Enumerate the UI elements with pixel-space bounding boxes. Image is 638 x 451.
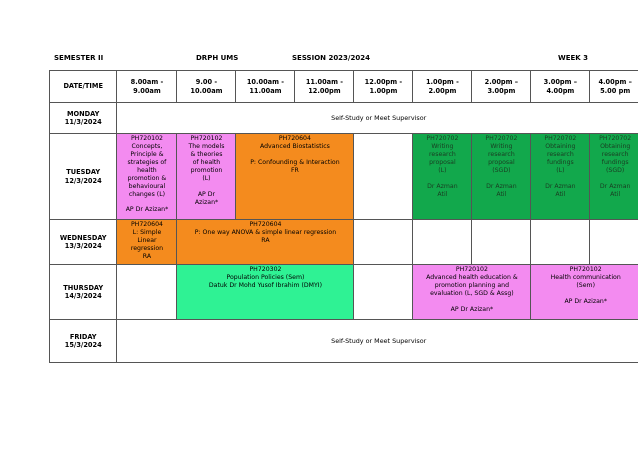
friday-self-study: Self-Study or Meet Supervisor xyxy=(117,320,638,363)
text-line: proposal xyxy=(429,158,456,166)
empty-slot xyxy=(117,265,177,320)
text-line: (SGD) xyxy=(492,166,511,174)
text-line: 11.00am - xyxy=(305,78,344,87)
text-line: PH720702 xyxy=(485,135,518,142)
friday-row xyxy=(50,320,638,363)
session-health-communication xyxy=(531,265,638,320)
text-line: of health xyxy=(192,158,221,166)
text-line: Linear xyxy=(137,236,157,244)
text-line: health xyxy=(137,166,157,174)
text-line: & theories xyxy=(190,150,223,158)
timetable xyxy=(49,70,638,363)
time-slot xyxy=(590,71,638,103)
text-line: Advanced Biostatistics xyxy=(260,142,330,150)
session-population-policies xyxy=(177,265,354,320)
thursday-row xyxy=(50,265,638,320)
text-line: Dr Azman xyxy=(599,182,631,190)
text-line xyxy=(533,290,638,298)
text-line: PH720102 xyxy=(130,135,163,142)
semester-label: SEMESTER II xyxy=(54,54,104,62)
text-line: research xyxy=(601,150,629,158)
day-label-tuesday xyxy=(50,134,117,220)
text-line: PH720102 xyxy=(455,266,488,273)
time-slot xyxy=(117,71,177,103)
text-line: 5.00 pm xyxy=(600,86,631,95)
text-line xyxy=(415,175,469,183)
text-line: 2.00pm – xyxy=(484,78,519,87)
session-linear-regression xyxy=(117,220,177,265)
day-label-thursday xyxy=(50,265,117,320)
session-label: SESSION 2023/2024 xyxy=(292,54,370,62)
text-line: Atil xyxy=(555,190,566,198)
text-line: 15/3/2024 xyxy=(64,341,102,349)
text-line: 12.00pm xyxy=(308,86,341,95)
text-line: PH720102 xyxy=(569,266,602,273)
text-line: The models xyxy=(188,142,225,150)
session-concepts xyxy=(117,134,177,220)
text-line: 9.00am xyxy=(133,86,161,95)
text-line: FR xyxy=(291,166,299,174)
text-line: Writing xyxy=(431,142,454,150)
text-line: promotion planning and xyxy=(434,281,509,289)
empty-slot xyxy=(354,265,413,320)
text-line: TUESDAY xyxy=(66,168,101,177)
day-label-wednesday xyxy=(50,220,117,265)
text-line: 3.00pm – xyxy=(543,78,578,87)
text-line: MONDAY xyxy=(67,109,100,118)
text-line: regression xyxy=(130,244,164,252)
text-line: P: One way ANOVA & simple linear regression xyxy=(194,228,337,236)
time-slot xyxy=(236,71,295,103)
text-line: PH720302 xyxy=(249,266,282,273)
text-line: fundings xyxy=(601,158,629,166)
text-line: (Sem) xyxy=(576,281,595,289)
time-slot xyxy=(177,71,236,103)
text-line: Dr Azman xyxy=(545,182,576,190)
time-slot xyxy=(295,71,354,103)
text-line: (L) xyxy=(202,174,211,182)
text-line: AP Dr Azizan* xyxy=(564,297,607,305)
empty-slot xyxy=(413,220,472,265)
time-header-row xyxy=(50,71,638,103)
text-line: PH720604 xyxy=(249,221,282,228)
text-line: Writing xyxy=(490,142,513,150)
text-line: AP Dr Azizan* xyxy=(450,305,494,313)
session-health-education xyxy=(413,265,531,320)
text-line: 3.00pm xyxy=(487,86,516,95)
text-line: P: Confounding & Interaction xyxy=(250,158,340,166)
text-line: AP Dr xyxy=(197,190,216,198)
time-slot xyxy=(472,71,531,103)
session-funding-sgd xyxy=(590,134,638,220)
text-line: (L) xyxy=(438,166,447,174)
text-line: 9.00 - xyxy=(195,78,218,87)
text-line: PH720604 xyxy=(278,135,311,142)
text-line xyxy=(415,298,528,306)
text-line: research xyxy=(487,150,515,158)
text-line: 8.00am - xyxy=(130,78,164,87)
corner-cell: DATE/TIME xyxy=(50,71,117,103)
text-line: promotion xyxy=(190,166,223,174)
wednesday-row xyxy=(50,220,638,265)
text-line: 11.00am xyxy=(249,86,282,95)
text-line: Obtaining xyxy=(545,142,576,150)
text-line: 1.00pm xyxy=(369,86,398,95)
text-line: AP Dr Azizan* xyxy=(125,206,169,214)
monday-row xyxy=(50,103,638,134)
text-line: behavioural xyxy=(128,182,166,190)
text-line: Obtaining xyxy=(600,142,631,150)
day-label-monday xyxy=(50,103,117,134)
session-funding-l xyxy=(531,134,590,220)
text-line: 14/3/2024 xyxy=(64,292,102,300)
text-line: 12.00pm - xyxy=(364,78,403,87)
text-line: promotion & xyxy=(127,174,167,182)
text-line: Concepts, xyxy=(131,142,163,150)
session-biostatistics xyxy=(236,134,354,220)
text-line: 4.00pm – xyxy=(598,78,632,87)
monday-self-study: Self-Study or Meet Supervisor xyxy=(117,103,638,134)
text-line xyxy=(474,175,528,183)
text-line: 2.00pm xyxy=(428,86,457,95)
text-line: 13/3/2024 xyxy=(64,242,102,250)
text-line: PH720604 xyxy=(130,221,163,228)
program-label: DRPH UMS xyxy=(196,54,239,62)
text-line: fundings xyxy=(546,158,574,166)
text-line: research xyxy=(429,150,456,158)
tuesday-row xyxy=(50,134,638,220)
text-line: 12/3/2024 xyxy=(64,176,102,185)
text-line: 4.00pm xyxy=(546,86,575,95)
text-line: 10.00am - xyxy=(246,78,285,87)
text-line: Atil xyxy=(496,190,507,198)
text-line: research xyxy=(546,150,574,158)
text-line: Health communication xyxy=(550,273,621,281)
text-line xyxy=(119,199,174,207)
text-line: Population Policies (Sem) xyxy=(226,273,305,281)
session-writing-sgd xyxy=(472,134,531,220)
text-line xyxy=(533,175,587,183)
time-slot xyxy=(413,71,472,103)
text-line: FRIDAY xyxy=(69,332,97,341)
text-line: (SGD) xyxy=(606,166,625,174)
session-anova xyxy=(177,220,354,265)
empty-slot xyxy=(531,220,590,265)
empty-slot xyxy=(472,220,531,265)
text-line: PH720702 xyxy=(544,135,577,142)
text-line: Azizan* xyxy=(194,198,219,206)
empty-slot xyxy=(590,220,638,265)
time-slot xyxy=(531,71,590,103)
text-line: 11/3/2024 xyxy=(64,118,102,126)
text-line xyxy=(238,151,351,159)
text-line: (L) xyxy=(556,166,565,174)
session-writing-l xyxy=(413,134,472,220)
empty-slot xyxy=(354,134,413,220)
text-line: PH720102 xyxy=(190,135,223,142)
time-slot xyxy=(354,71,413,103)
text-line: Atil xyxy=(610,190,621,198)
text-line: WEDNESDAY xyxy=(59,233,107,242)
text-line: THURSDAY xyxy=(63,283,104,292)
text-line: proposal xyxy=(488,158,515,166)
session-models xyxy=(177,134,236,220)
text-line: evaluation (L, SGD & Assg) xyxy=(430,289,514,297)
text-line: PH720702 xyxy=(599,135,632,142)
text-line: Dr Azman xyxy=(486,182,517,190)
day-label-friday xyxy=(50,320,117,363)
text-line: 10.00am xyxy=(190,86,223,95)
text-line: RA xyxy=(142,252,152,260)
text-line: Datuk Dr Mohd Yusof Ibrahim (DMYI) xyxy=(208,281,322,289)
text-line: PH720702 xyxy=(426,135,459,142)
text-line: Principle & xyxy=(130,150,164,158)
text-line: changes (L) xyxy=(128,190,166,198)
text-line: 1.00pm - xyxy=(425,78,459,87)
text-line: strategies of xyxy=(127,158,167,166)
text-line xyxy=(592,175,638,183)
text-line xyxy=(179,183,233,191)
text-line: RA xyxy=(261,236,270,244)
empty-slot xyxy=(354,220,413,265)
week-label: WEEK 3 xyxy=(558,54,589,62)
text-line: Advanced health education & xyxy=(426,273,518,281)
text-line: Atil xyxy=(437,190,448,198)
text-line: Dr Azman xyxy=(427,182,458,190)
text-line: L: Simple xyxy=(132,228,162,236)
